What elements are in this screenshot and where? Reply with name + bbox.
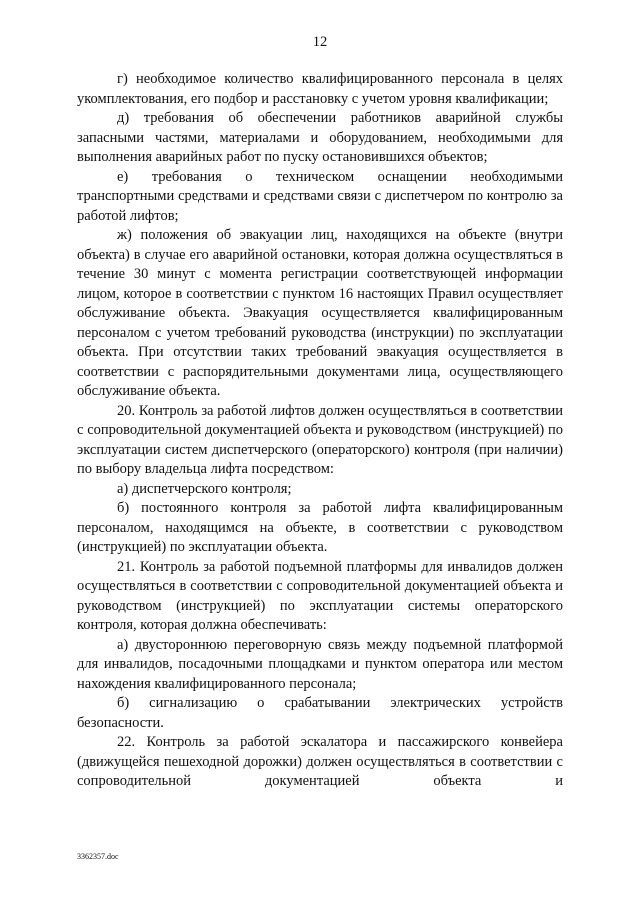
paragraph-item-g: г) необходимое количество квалифицированного персонала в целях укомплектования, его подбор и расстановку с учетом уровня квалификации; <box>77 71 563 107</box>
paragraph-item-e: е) требования о техническом оснащении необходимыми транспортными средствами и средствами связи с диспетчером по контролю за работой лифтов; <box>77 168 563 224</box>
paragraph-clause-20: 20. Контроль за работой лифтов должен осуществляться в соответствии с сопроводительной документацией объекта и руководством (инструкцией) по эксплуатации систем диспетчерского (операторского) контроля (при наличии) по выбору владельца лифта посредством: <box>77 402 563 477</box>
paragraph-clause-21-b: б) сигнализацию о срабатывании электрических устройств безопасности. <box>77 695 563 731</box>
paragraph-clause-21-a: а) двустороннюю переговорную связь между подъемной платформой для инвалидов, посадочными площадками и пунктом оператора или местом нахождения квалифицированного персонала; <box>77 636 563 692</box>
paragraph-clause-20-a: а) диспетчерского контроля; <box>117 480 292 497</box>
paragraph-clause-21: 21. Контроль за работой подъемной платформы для инвалидов должен осуществляться в соответствии с сопроводительной документацией объекта и руководством (инструкцией) по эксплуатации системы операторского контроля, которая должна обеспечивать: <box>77 558 563 633</box>
page-number: 12 <box>312 34 328 50</box>
file-name-footer: 3362357.doc <box>77 852 119 861</box>
document-body <box>77 70 563 792</box>
paragraph-clause-20-b: б) постоянного контроля за работой лифта квалифицированным персоналом, находящимся на объекте, в соответствии с руководством (инструкцией) по эксплуатации объекта. <box>77 500 563 555</box>
paragraph-item-d: д) требования об обеспечении работников аварийной службы запасными частями, материалами и оборудованием, необходимыми для выполнения аварийных работ по пуску остановившихся объектов; <box>77 110 563 165</box>
paragraph-item-zh: ж) положения об эвакуации лиц, находящихся на объекте (внутри объекта) в случае его аварийной остановки, которая должна осуществляться в течение 30 минут с момента регистрации соответствующей информации лицом, которое в соответствии с пунктом 16 настоящих Правил осуществляет обслуживание объекта. Эвакуация осуществляется квалифицированным персоналом с учетом требований руководства (инструкции) по эксплуатации объекта. При отсутствии таких требований эвакуация осуществляется в соответствии с распорядительными документами лица, осуществляющего обслуживание объекта. <box>77 227 563 399</box>
paragraph-clause-22: 22. Контроль за работой эскалатора и пассажирского конвейера (движущейся пешеходной дорожки) должен осуществляться в соответствии с сопроводительной документацией объекта и <box>77 734 563 789</box>
